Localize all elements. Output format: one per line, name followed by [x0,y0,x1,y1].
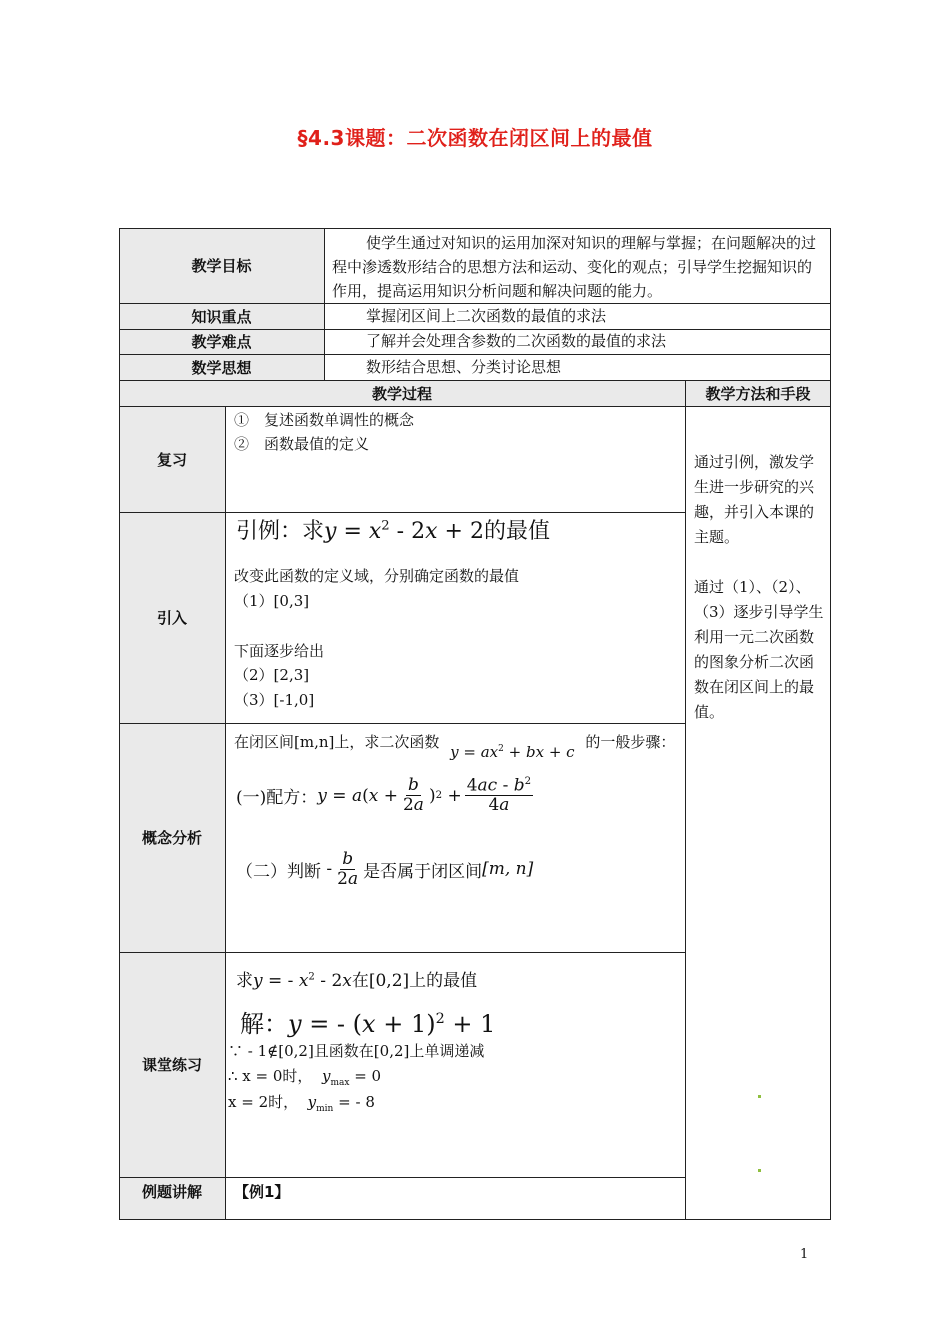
process-header: 教学过程 [371,384,432,403]
methods-para-1: 通过引例，激发学生进一步研究的兴趣，并引入本课的主题。 [694,453,815,546]
thought-text: 数形结合思想、分类讨论思想 [366,358,562,376]
key-text: 掌握闭区间上二次函数的最值的求法 [366,307,607,325]
concept-label: 概念分析 [141,829,202,847]
practice-line-2: ∴ x = 0时， $y_{max} = 0$ [228,1067,382,1088]
methods-para-2: 通过（1）、（2）、（3）逐步引导学生利用一元二次函数的图象分析二次函数在闭区间上的最值。 [694,578,824,721]
review-item-1: ① 复述函数单调性的概念 [234,411,415,429]
concept-step1: (一)配方： y = a ( x + $\frac{b}{2a}$ ) 2 + $\frac{4ac - b^2}{4a}$ [236,775,532,816]
thought-label: 数学思想 [191,358,252,377]
difficult-label: 教学难点 [191,333,252,351]
intro-line-3: 下面逐步给出 [234,642,325,660]
methods-header: 教学方法和手段 [705,384,811,403]
intro-line-1: 改变此函数的定义域，分别确定函数的最值 [234,567,520,585]
decor-dot [758,1095,761,1098]
key-label: 知识重点 [191,307,252,326]
goal-text: 使学生通过对知识的运用加深对知识的理解与掌握；在问题解决的过程中渗透数形结合的思想方法和运动、变化的观点；引导学生挖掘知识的作用，提高运用知识分析问题和解决问题的能力。 [332,234,817,300]
intro-line-2: （1）[0,3] [234,592,310,610]
difficult-text: 了解并会处理含参数的二次函数的最值的求法 [366,332,667,350]
example-text: 【例1】 [234,1183,290,1201]
intro-example: 引例：求$y = x^2 - 2x + 2$的最值 [236,518,550,544]
example-label: 例题讲解 [141,1182,202,1201]
practice-question: 求y = - $x^2 - 2x$在[0,2]上的最值 [236,971,478,991]
practice-line-1: ∵ - 1∉[0,2]且函数在[0,2]上单调递减 [228,1042,485,1060]
practice-line-3: x = 2时， $y_{min}$ = - 8 [228,1093,375,1114]
review-label: 复习 [156,450,187,469]
goal-label: 教学目标 [191,257,252,275]
practice-label: 课堂练习 [141,1056,202,1074]
review-item-2: ② 函数最值的定义 [234,435,370,453]
page-number: 1 [800,1247,809,1262]
decor-dot [758,1169,761,1172]
concept-lead: 在闭区间[m,n]上，求二次函数 $y = ax^2$ + bx + c 的一般步骤： [234,733,676,761]
practice-solution: 解：y = - $(x + 1)^2 + 1$ [240,1010,496,1038]
intro-line-5: （3）[-1,0] [234,691,315,709]
page-title: §4.3课题：二次函数在闭区间上的最值 [297,126,653,150]
concept-step2: （二）判断 - $\frac{b}{2a}$ 是否属于闭区间 [m, n] [236,849,534,889]
intro-label: 引入 [156,609,187,627]
intro-line-4: （2）[2,3] [234,666,310,684]
